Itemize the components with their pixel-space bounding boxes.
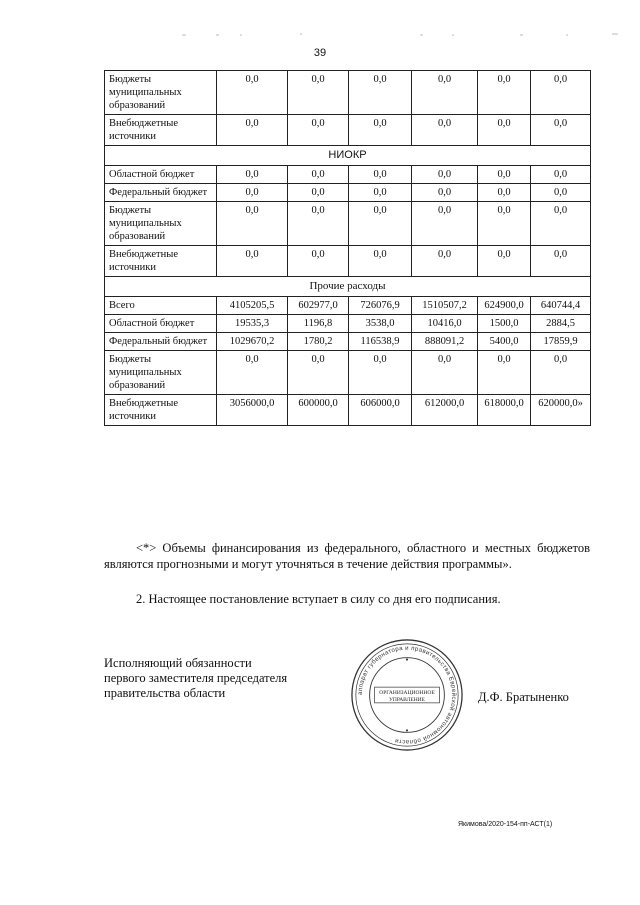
stamp-ring-text: аппарат губернатора и правительства Еврейской автономной области	[356, 644, 458, 746]
value-cell: 0,0	[412, 184, 478, 202]
value-cell: 0,0	[217, 184, 288, 202]
value-cell: 0,0	[531, 351, 591, 395]
row-label: Всего	[105, 297, 217, 315]
value-cell: 3538,0	[349, 315, 412, 333]
value-cell: 0,0	[288, 184, 349, 202]
page-number: 39	[313, 47, 327, 59]
value-cell: 5400,0	[478, 333, 531, 351]
value-cell: 0,0	[288, 202, 349, 246]
official-stamp	[348, 636, 466, 754]
table-row	[105, 184, 591, 202]
section-row-other	[105, 277, 591, 297]
row-label: Областной бюджет	[105, 315, 217, 333]
value-cell: 1510507,2	[412, 297, 478, 315]
value-cell: 1196,8	[288, 315, 349, 333]
value-cell: 2884,5	[531, 315, 591, 333]
value-cell: 0,0	[412, 166, 478, 184]
value-cell: 606000,0	[349, 395, 412, 426]
value-cell: 726076,9	[349, 297, 412, 315]
table-row	[105, 315, 591, 333]
value-cell: 0,0	[217, 202, 288, 246]
row-label: Бюджеты муниципальных образований	[105, 351, 217, 395]
value-cell: 0,0	[531, 184, 591, 202]
row-label: Внебюджетные источники	[105, 115, 217, 146]
value-cell: 0,0	[349, 184, 412, 202]
value-cell: 3056000,0	[217, 395, 288, 426]
value-cell: 0,0	[349, 166, 412, 184]
table-row	[105, 115, 591, 146]
value-cell: 0,0	[478, 71, 531, 115]
document-code: Якимова/2020-154-пп-АСТ(1)	[458, 821, 553, 828]
value-cell: 640744,4	[531, 297, 591, 315]
value-cell: 0,0	[217, 71, 288, 115]
value-cell: 1500,0	[478, 315, 531, 333]
value-cell: 0,0	[288, 351, 349, 395]
value-cell: 0,0	[412, 115, 478, 146]
signer-title-line: первого заместителя председателя	[104, 671, 288, 685]
value-cell: 0,0	[478, 351, 531, 395]
value-cell: 17859,9	[531, 333, 591, 351]
row-label: Внебюджетные источники	[105, 246, 217, 277]
value-cell: 0,0	[288, 246, 349, 277]
table-row	[105, 202, 591, 246]
table-row	[105, 351, 591, 395]
value-cell: 0,0	[217, 246, 288, 277]
value-cell: 0,0	[478, 166, 531, 184]
value-cell: 0,0	[478, 115, 531, 146]
row-label: Бюджеты муниципальных образований	[105, 202, 217, 246]
value-cell: 0,0	[478, 202, 531, 246]
signer-title-line: Исполняющий обязанности	[104, 656, 252, 670]
signer-title	[104, 656, 287, 701]
value-cell: 0,0	[288, 71, 349, 115]
value-cell: 612000,0	[412, 395, 478, 426]
table-row	[105, 71, 591, 115]
value-cell: 0,0	[288, 166, 349, 184]
section-row-niokr	[105, 146, 591, 166]
value-cell: 19535,3	[217, 315, 288, 333]
table-row	[105, 166, 591, 184]
value-cell: 4105205,5	[217, 297, 288, 315]
value-cell: 0,0	[531, 202, 591, 246]
value-cell: 0,0	[349, 351, 412, 395]
value-cell: 0,0	[478, 246, 531, 277]
table-row	[105, 246, 591, 277]
value-cell: 116538,9	[349, 333, 412, 351]
row-label: Федеральный бюджет	[105, 333, 217, 351]
stamp-inner-line: УПРАВЛЕНИЕ	[388, 696, 426, 703]
signer-name: Д.Ф. Братыненко	[478, 690, 569, 704]
value-cell: 0,0	[217, 166, 288, 184]
value-cell: 0,0	[412, 71, 478, 115]
value-cell: 600000,0	[288, 395, 349, 426]
value-cell: 1780,2	[288, 333, 349, 351]
value-cell: 10416,0	[412, 315, 478, 333]
value-cell: 1029670,2	[217, 333, 288, 351]
financing-table	[104, 70, 591, 426]
value-cell: 0,0	[349, 202, 412, 246]
section-title: Прочие расходы	[105, 277, 591, 297]
value-cell: 624900,0	[478, 297, 531, 315]
decree-clause: 2. Настоящее постановление вступает в силу со дня его подписания.	[136, 592, 501, 606]
value-cell: 0,0	[412, 246, 478, 277]
value-cell: 888091,2	[412, 333, 478, 351]
value-cell: 620000,0»	[531, 395, 591, 426]
table-row	[105, 333, 591, 351]
value-cell: 0,0	[288, 115, 349, 146]
footnote: <*> Объемы финансирования из федерального, областного и местных бюджетов являются прогнозными и могут уточняться в течение действия программы».	[104, 541, 590, 571]
value-cell: 618000,0	[478, 395, 531, 426]
value-cell: 0,0	[349, 115, 412, 146]
table-row	[105, 297, 591, 315]
section-title: НИОКР	[105, 146, 591, 166]
scan-marks	[0, 30, 640, 40]
signer-title-line: правительства области	[104, 686, 226, 700]
value-cell: 0,0	[412, 351, 478, 395]
value-cell: 0,0	[531, 115, 591, 146]
row-label: Областной бюджет	[105, 166, 217, 184]
value-cell: 0,0	[531, 166, 591, 184]
row-label: Внебюджетные источники	[105, 395, 217, 426]
value-cell: 0,0	[217, 351, 288, 395]
value-cell: 0,0	[349, 246, 412, 277]
value-cell: 0,0	[531, 71, 591, 115]
value-cell: 0,0	[531, 246, 591, 277]
value-cell: 0,0	[412, 202, 478, 246]
value-cell: 0,0	[349, 71, 412, 115]
value-cell: 0,0	[217, 115, 288, 146]
table-row	[105, 395, 591, 426]
value-cell: 602977,0	[288, 297, 349, 315]
row-label: Бюджеты муниципальных образований	[105, 71, 217, 115]
value-cell: 0,0	[478, 184, 531, 202]
row-label: Федеральный бюджет	[105, 184, 217, 202]
stamp-inner-line: ОРГАНИЗАЦИОННОЕ	[379, 690, 435, 697]
